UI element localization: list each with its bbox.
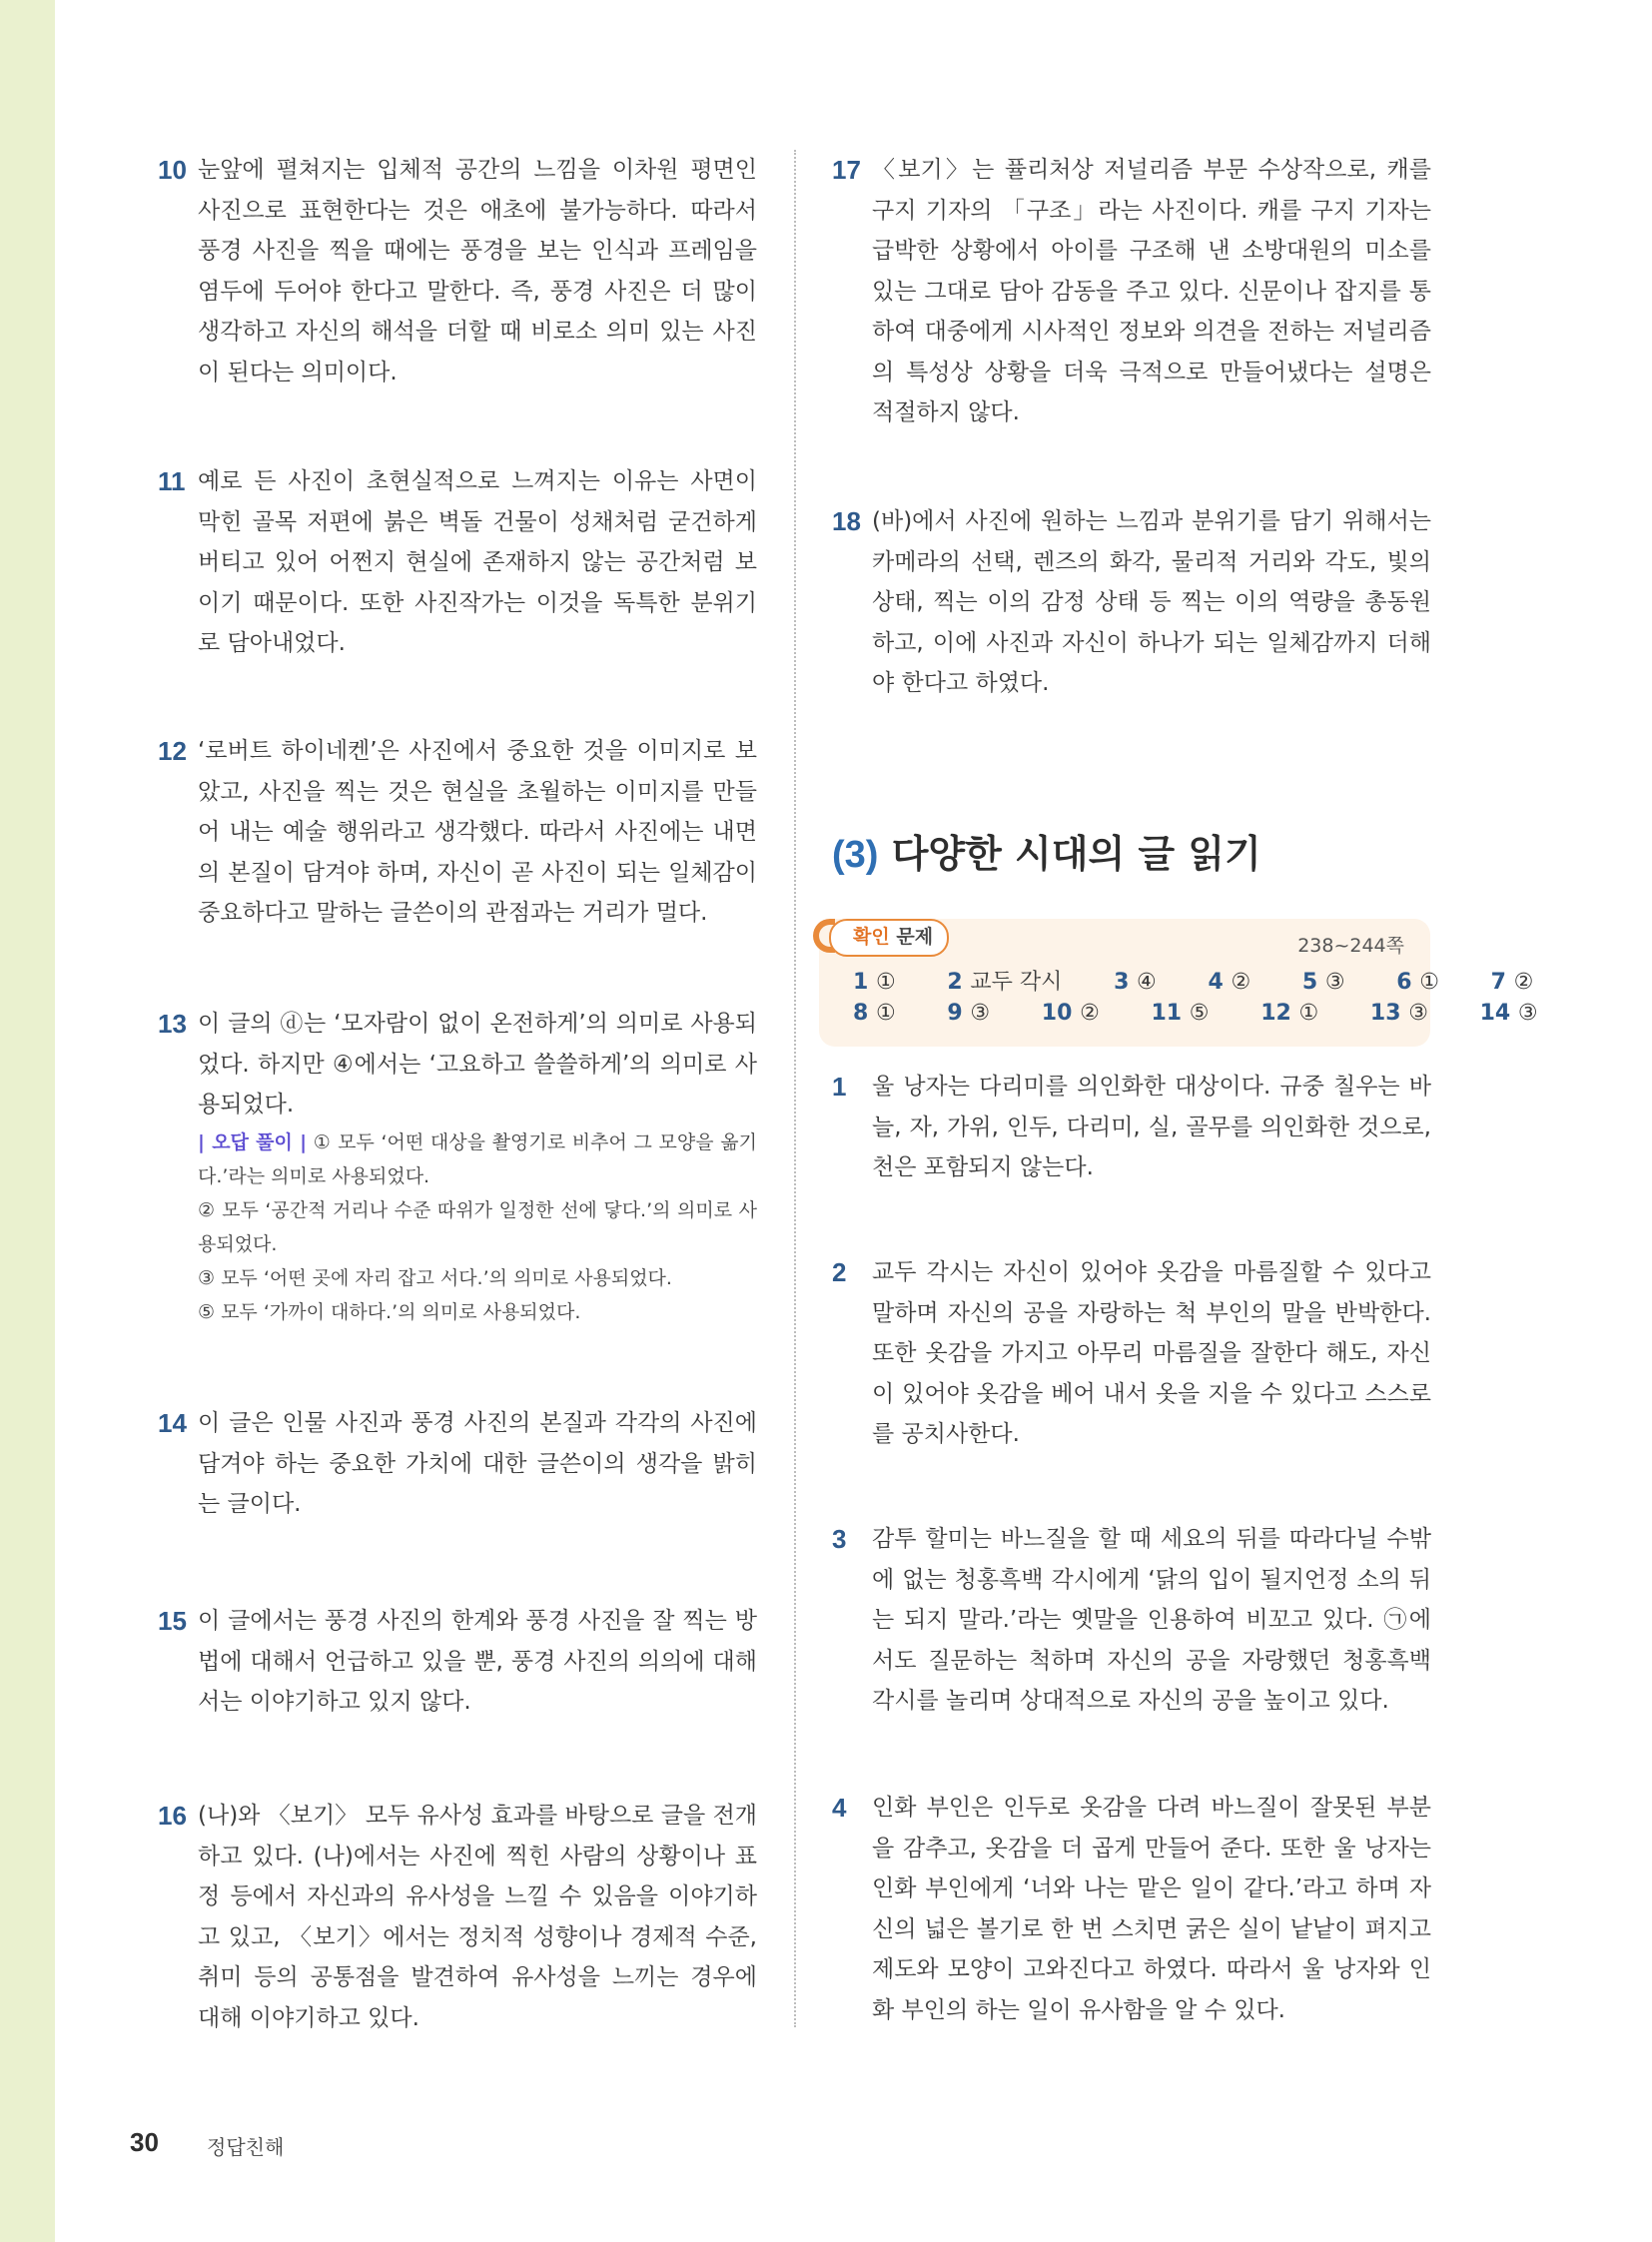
item-number: 13: [158, 1009, 187, 1039]
item-text: ‘로버트 하이네켄’은 사진에서 중요한 것을 이미지로 보았고, 사진을 찍는 것은 현실을 초월하는 이미지를 만들어 내는 예술 행위라고 생각했다. 따라서 사진에는 내면의 본질이 담겨야 하며, 자신이 곧 사진이 되는 일체감이 중요하다고 말하는 글쓴이의 관점과는 거리가 멀다.: [198, 738, 757, 926]
column-divider: [794, 150, 796, 2027]
answer-item-11: [158, 461, 757, 664]
oddap-explanation: [198, 1125, 757, 1329]
item-number: 12: [158, 736, 187, 766]
answer-entry: 8 ①: [853, 1001, 896, 1026]
item-number: 17: [832, 155, 861, 185]
section-title: [832, 823, 1261, 878]
answer-item-16: [158, 1796, 757, 2038]
item-number: 11: [158, 466, 186, 496]
section-number: (3): [832, 834, 879, 876]
page-side-strip: [0, 0, 55, 2242]
item-number: 1: [832, 1072, 847, 1102]
answer-item-r2: [832, 1252, 1431, 1455]
answer-entry: 1 ①: [853, 970, 896, 995]
footer-book-title: 정답친해: [207, 2135, 285, 2159]
answer-item-18: [832, 501, 1431, 704]
answer-item-r3: [832, 1519, 1431, 1722]
check-label-highlight: 확인: [853, 926, 890, 948]
item-number: 4: [832, 1793, 847, 1823]
item-text: 이 글의 ⓓ는 ‘모자람이 없이 온전하게’의 의미로 사용되었다. 하지만 ④에서는 ‘고요하고 쓸쓸하게’의 의미로 사용되었다.: [198, 1011, 757, 1118]
item-number: 2: [832, 1257, 847, 1287]
oddap-line-4: ⑤ 모두 ‘가까이 대하다.’의 의미로 사용되었다.: [198, 1300, 581, 1323]
item-number: 18: [832, 506, 861, 536]
item-text: (나)와 〈보기〉 모두 유사성 효과를 바탕으로 글을 전개하고 있다. (나)에서는 사진에 찍힌 사람의 상황이나 표정 등에서 자신과의 유사성을 느낄 수 있음을 이야기하고 있고, 〈보기〉에서는 정치적 성향이나 경제적 수준, 취미 등의 공통점을 발견하여 유사성을 느끼는 경우에 대해 이야기하고 있다.: [198, 1803, 757, 2031]
answer-item-r1: [832, 1067, 1431, 1188]
answer-row-1: [853, 965, 1577, 996]
answer-entry: 14 ③: [1479, 1001, 1538, 1026]
answer-entry: 7 ②: [1490, 970, 1534, 995]
oddap-line-3: ③ 모두 ‘어떤 곳에 자리 잡고 서다.’의 의미로 사용되었다.: [198, 1266, 672, 1289]
answer-entry: 10 ②: [1041, 1001, 1100, 1026]
answer-entry: 2 교두 각시: [947, 970, 1063, 995]
section-heading: 다양한 시대의 글 읽기: [891, 832, 1261, 876]
item-number: 10: [158, 155, 187, 185]
item-text: 〈보기〉는 퓰리처상 저널리즘 부문 수상작으로, 캐를 구지 기자의 「구조」라는 사진이다. 캐를 구지 기자는 급박한 상황에서 아이를 구조해 낸 소방대원의 미소를 있는 그대로 담아 감동을 주고 있다. 신문이나 잡지를 통하여 대중에게 시사적인 정보와 의견을 전하는 저널리즘의 특성상 상황을 더욱 극적으로 만들어냈다는 설명은 적절하지 않다.: [872, 157, 1431, 425]
check-problems-box: [819, 919, 1538, 1047]
item-number: 15: [158, 1606, 187, 1636]
answer-item-15: [158, 1601, 757, 1723]
page-range: 238~244쪽: [1297, 935, 1404, 957]
item-text: 감투 할미는 바느질을 할 때 세요의 뒤를 따라다닐 수밖에 없는 청홍흑백 각시에게 ‘닭의 입이 될지언정 소의 뒤는 되지 말라.’라는 옛말을 인용하여 비꼬고 있다. ㉠에서도 질문하는 척하며 자신의 공을 자랑했던 청홍흑백 각시를 놀리며 상대적으로 자신의 공을 높이고 있다.: [872, 1526, 1431, 1714]
check-label: [829, 919, 949, 957]
check-label-rest: 문제: [889, 926, 934, 948]
item-text: 예로 든 사진이 초현실적으로 느껴지는 이유는 사면이 막힌 골목 저편에 붉은 벽돌 건물이 성채처럼 굳건하게 버티고 있어 어쩐지 현실에 존재하지 않는 공간처럼 보이기 때문이다. 또한 사진작가는 이것을 독특한 분위기로 담아내었다.: [198, 468, 757, 656]
answer-entry: 12 ①: [1260, 1001, 1319, 1026]
oddap-line-1: ① 모두 ‘어떤 대상을 촬영기로 비추어 그 모양을 옮기다.’라는 의미로 사용되었다.: [198, 1130, 757, 1187]
item-text: 이 글에서는 풍경 사진의 한계와 풍경 사진을 잘 찍는 방법에 대해서 언급하고 있을 뿐, 풍경 사진의 의의에 대해서는 이야기하고 있지 않다.: [198, 1608, 757, 1715]
answer-entry: 4 ②: [1208, 970, 1251, 995]
item-number: 14: [158, 1408, 187, 1438]
item-number: 3: [832, 1524, 847, 1554]
item-text: 이 글은 인물 사진과 풍경 사진의 본질과 각각의 사진에 담겨야 하는 중요한 가치에 대한 글쓴이의 생각을 밝히는 글이다.: [198, 1410, 757, 1517]
answer-item-12: [158, 731, 757, 934]
item-text: 눈앞에 펼쳐지는 입체적 공간의 느낌을 이차원 평면인 사진으로 표현한다는 것은 애초에 불가능하다. 따라서 풍경 사진을 찍을 때에는 풍경을 보는 인식과 프레임을 염두에 두어야 한다고 말한다. 즉, 풍경 사진은 더 많이 생각하고 자신의 해석을 더할 때 비로소 의미 있는 사진이 된다는 의미이다.: [198, 157, 757, 385]
item-text: 인화 부인은 인두로 옷감을 다려 바느질이 잘못된 부분을 감추고, 옷감을 더 곱게 만들어 준다. 또한 울 낭자는 인화 부인에게 ‘너와 나는 맡은 일이 같다.’라고 하며 자신의 넓은 볼기로 한 번 스치면 굵은 실이 낱낱이 펴지고 제도와 모양이 고와진다고 하였다. 따라서 울 낭자와 인화 부인의 하는 일이 유사함을 알 수 있다.: [872, 1795, 1431, 2023]
item-number: 16: [158, 1801, 187, 1831]
item-text: 교두 각시는 자신이 있어야 옷감을 마름질할 수 있다고 말하며 자신의 공을 자랑하는 척 부인의 말을 반박한다. 또한 옷감을 가지고 아무리 마름질을 잘한다 해도, 자신이 있어야 옷감을 베어 내서 옷을 지을 수 있다고 스스로를 공치사한다.: [872, 1259, 1431, 1447]
answer-entry: 5 ③: [1301, 970, 1345, 995]
answer-item-10: [158, 150, 757, 392]
item-text: 울 낭자는 다리미를 의인화한 대상이다. 규중 칠우는 바늘, 자, 가위, 인두, 다리미, 실, 골무를 의인화한 것으로, 천은 포함되지 않는다.: [872, 1074, 1431, 1180]
answer-item-17: [832, 150, 1431, 433]
answer-entry: 13 ③: [1369, 1001, 1428, 1026]
oddap-line-2: ② 모두 ‘공간적 거리나 수준 따위가 일정한 선에 닿다.’의 의미로 사용되었다.: [198, 1198, 757, 1255]
answer-item-r4: [832, 1788, 1431, 2030]
answer-entry: 11 ⑤: [1151, 1001, 1210, 1026]
answer-item-14: [158, 1403, 757, 1525]
oddap-label: | 오답 풀이 |: [198, 1130, 308, 1153]
answer-entry: 3 ④: [1114, 970, 1157, 995]
page-number: 30: [130, 2127, 159, 2157]
answer-row-2: [853, 1001, 1582, 1026]
answer-entry: 6 ①: [1396, 970, 1439, 995]
item-text: (바)에서 사진에 원하는 느낌과 분위기를 담기 위해서는 카메라의 선택, 렌즈의 화각, 물리적 거리와 각도, 빛의 상태, 찍는 이의 감정 상태 등 찍는 이의 역량을 총동원하고, 이에 사진과 자신이 하나가 되는 일체감까지 더해야 한다고 하였다.: [872, 508, 1431, 696]
answer-item-13: [158, 1004, 757, 1329]
answer-entry: 9 ③: [947, 1001, 991, 1026]
